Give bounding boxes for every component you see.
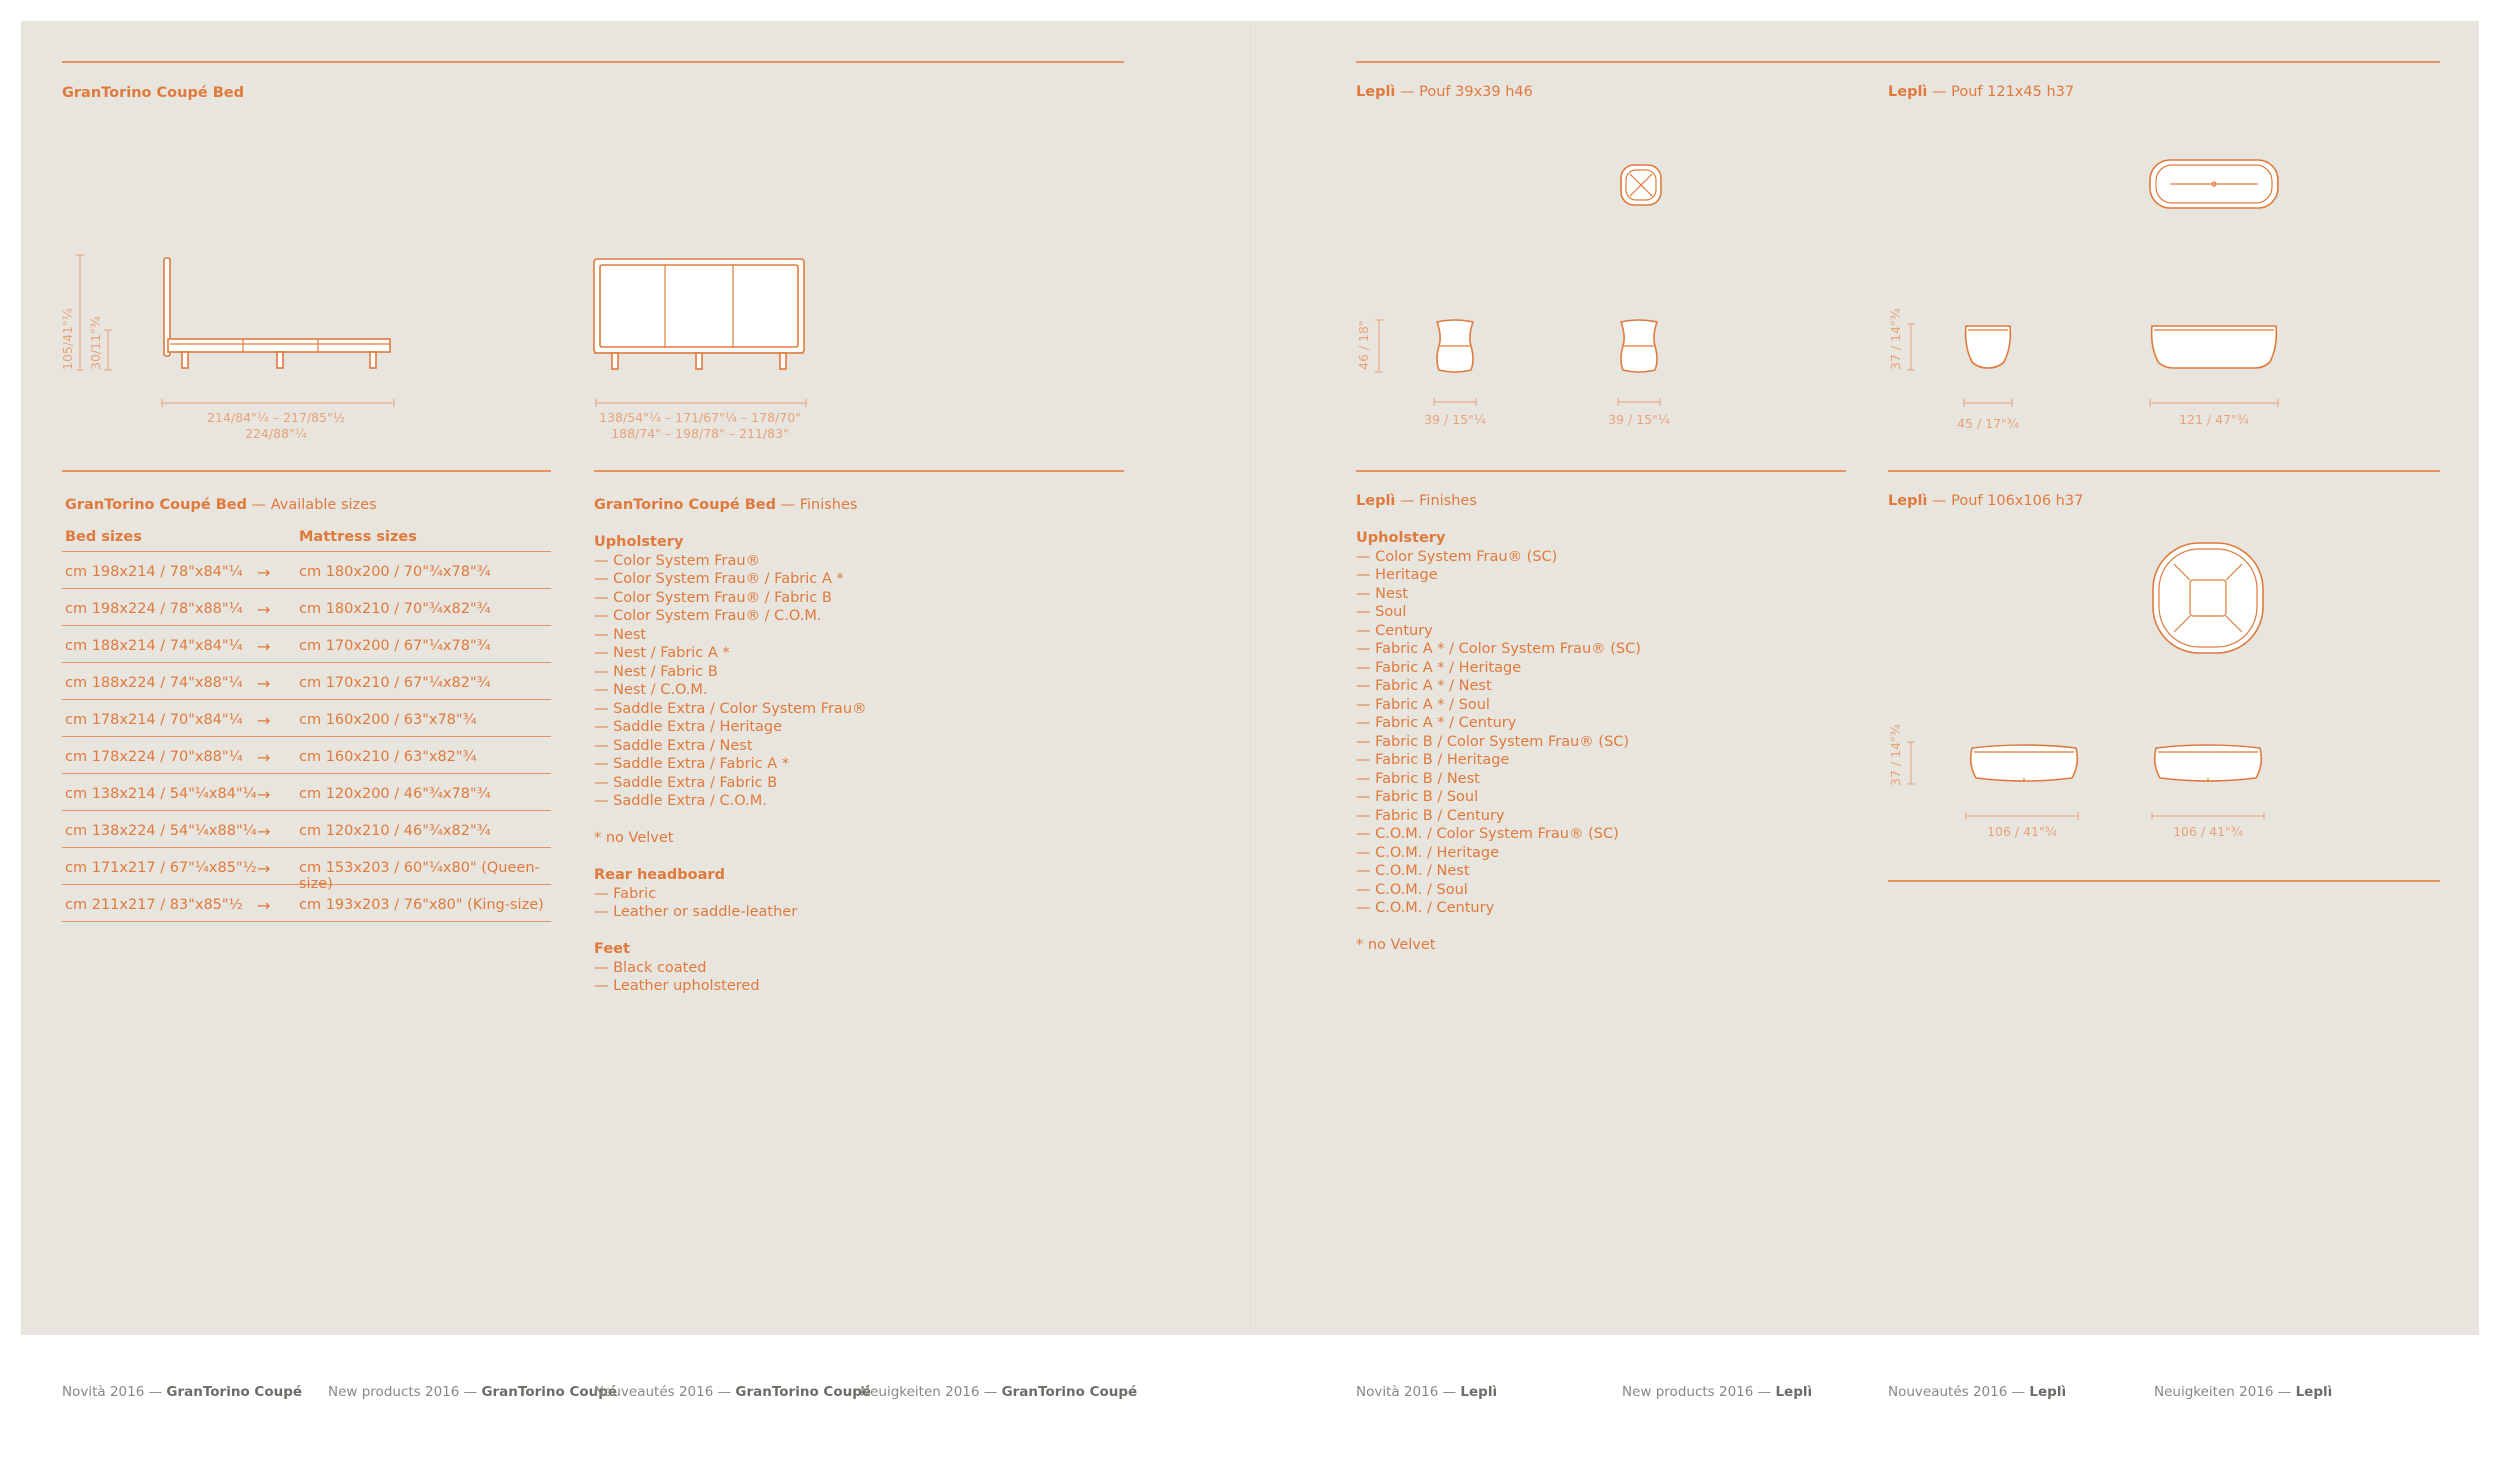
list-item: — Nest: [1356, 585, 1409, 602]
pouf1-width-dim-b: 39 / 15"¼: [1608, 412, 1670, 427]
list-item: — Fabric B / Century: [1356, 807, 1505, 824]
feet-label: Feet: [594, 941, 630, 957]
bed-side-drawing: [60, 250, 400, 380]
list-item: — Soul: [1356, 604, 1407, 620]
list-item: — Nest / C.O.M.: [594, 682, 708, 698]
list-item: — Saddle Extra / Nest: [594, 737, 753, 754]
bed-length-dimline: [160, 398, 396, 408]
bed-width-dim-2: 188/74" – 198/78" – 211/83": [611, 426, 789, 441]
table-row: cm 138x214 / 54"¼x84"¼ → cm 120x200 / 46"¾x78"¾: [62, 774, 551, 811]
mattress-sizes-header: Mattress sizes: [299, 529, 417, 545]
arrow-icon: →: [257, 711, 271, 730]
list-item: — Century: [1356, 622, 1433, 639]
list-item: — Fabric A * / Century: [1356, 715, 1517, 731]
bed-length-dim: 214/84"¼ – 217/85"½: [207, 410, 345, 425]
pouf3-width-dim-b: 106 / 41"¾: [2173, 824, 2243, 839]
arrow-icon: →: [257, 859, 271, 878]
bed-width-dim: 138/54"¼ – 171/67"¼ – 178/70": [599, 410, 801, 425]
bed-width-dimline: [594, 398, 808, 408]
list-item: — Fabric: [594, 885, 657, 902]
footer-left-en: New products 2016 — GranTorino Coupé: [328, 1384, 618, 1400]
bed-front-drawing: [592, 255, 808, 375]
list-item: — Leather or saddle-leather: [594, 904, 798, 920]
pouf1-side-drawing-a: [1432, 318, 1478, 374]
list-item: — C.O.M. / Soul: [1356, 881, 1468, 898]
list-item: — Color System Frau®: [594, 552, 761, 569]
pouf3-width-dimline-b: [2150, 811, 2266, 821]
list-item: — Fabric A * / Heritage: [1356, 659, 1522, 676]
table-row: cm 188x224 / 74"x88"¼ → cm 170x210 / 67"¼x82"¾: [62, 663, 551, 700]
lepli-finishes-list: [1356, 529, 1641, 955]
pouf2-heading: Leplì — Pouf 121x45 h37: [1888, 84, 2075, 100]
velvet-note: * no Velvet: [1356, 937, 1436, 953]
pouf3-width-dim-a: 106 / 41"¾: [1987, 824, 2057, 839]
table-row: cm 178x214 / 70"x84"¼ → cm 160x200 / 63"x78"¾: [62, 700, 551, 737]
pouf1-width-dim-a: 39 / 15"¼: [1424, 412, 1486, 427]
footer-left-fr: Nouveautés 2016 — GranTorino Coupé: [594, 1384, 872, 1400]
pouf1-height-dimline: [1374, 318, 1384, 374]
table-row: cm 198x214 / 78"x84"¼ → cm 180x200 / 70"¾x78"¾: [62, 552, 551, 589]
table-row: cm 188x214 / 74"x84"¼ → cm 170x200 / 67"¼x78"¾: [62, 626, 551, 663]
table-row: cm 171x217 / 67"¼x85"½ → cm 153x203 / 60"¼x80" (Queen-size): [62, 848, 551, 885]
footer-left-de: Neuigkeiten 2016 — GranTorino Coupé: [860, 1384, 1138, 1400]
list-item: — Fabric B / Soul: [1356, 789, 1479, 805]
pouf1-width-dimline-a: [1432, 397, 1478, 407]
list-item: — C.O.M. / Heritage: [1356, 844, 1500, 861]
footer-right-en: New products 2016 — Leplì: [1622, 1384, 1813, 1400]
top-rule-right: [1356, 61, 2440, 63]
pouf2-top-drawing: [2148, 158, 2280, 210]
pouf2-height-dim: 37 / 14"¾: [1888, 308, 1903, 370]
list-item: — Color System Frau® / C.O.M.: [594, 608, 822, 624]
list-item: — Saddle Extra / Fabric B: [594, 774, 778, 791]
pouf2-width-dim-b: 121 / 47"¾: [2179, 412, 2249, 427]
upholstery-label: Upholstery: [1356, 530, 1446, 546]
bed-finishes-heading: GranTorino Coupé Bed — Finishes: [594, 497, 858, 513]
list-item: — Fabric B / Nest: [1356, 770, 1480, 787]
lepli-finishes-heading: Leplì — Finishes: [1356, 493, 1477, 509]
bed-height-frame-dim: 30/11"¾: [88, 316, 103, 370]
pouf2-width-dimline-b: [2148, 398, 2280, 408]
bed-length-dim-2: 224/88"¼: [245, 426, 307, 441]
pouf2-side-drawing-a: [1962, 322, 2014, 372]
arrow-icon: →: [257, 563, 271, 582]
pouf3-height-dimline: [1906, 740, 1916, 786]
velvet-note: * no Velvet: [594, 830, 674, 846]
footer-right-de: Neuigkeiten 2016 — Leplì: [2154, 1384, 2333, 1400]
table-row: cm 138x224 / 54"¼x88"¼ → cm 120x210 / 46"¾x82"¾: [62, 811, 551, 848]
bed-sizes-header: Bed sizes: [65, 529, 142, 545]
bed-title: GranTorino Coupé Bed: [62, 85, 244, 101]
list-item: — Fabric A * / Nest: [1356, 678, 1492, 694]
arrow-icon: →: [257, 637, 271, 656]
footer-left-it: Novità 2016 — GranTorino Coupé: [62, 1384, 303, 1400]
upholstery-label: Upholstery: [594, 534, 684, 550]
list-item: — Color System Frau® / Fabric A *: [594, 571, 844, 587]
pouf3-heading: Leplì — Pouf 106x106 h37: [1888, 493, 2084, 509]
pouf1-top-drawing: [1618, 162, 1664, 208]
pouf3-side-drawing-b: [2152, 742, 2264, 786]
pouf1-side-drawing-b: [1616, 318, 1662, 374]
list-item: — Fabric B / Heritage: [1356, 752, 1510, 768]
list-item: — Heritage: [1356, 567, 1438, 583]
arrow-icon: →: [257, 822, 271, 841]
arrow-icon: →: [257, 748, 271, 767]
pouf3-top-drawing: [2150, 540, 2266, 656]
list-item: — Leather upholstered: [594, 978, 760, 994]
list-item: — Saddle Extra / Color System Frau®: [594, 700, 867, 717]
arrow-icon: →: [257, 896, 271, 915]
lepli-finishes-rule: [1356, 470, 1846, 472]
pouf3-width-dimline-a: [1964, 811, 2080, 821]
pouf1-width-dimline-b: [1616, 397, 1662, 407]
list-item: — C.O.M. / Century: [1356, 900, 1495, 916]
list-item: — C.O.M. / Nest: [1356, 863, 1470, 879]
arrow-icon: →: [257, 785, 271, 804]
list-item: — Saddle Extra / Heritage: [594, 719, 783, 735]
list-item: — Black coated: [594, 959, 707, 976]
sizes-table: [62, 527, 551, 922]
top-rule-left: [62, 61, 1124, 63]
list-item: — C.O.M. / Color System Frau® (SC): [1356, 826, 1619, 842]
pouf3-rule: [1888, 470, 2440, 472]
pouf2-width-dim-a: 45 / 17"¾: [1957, 416, 2019, 431]
pouf1-heading: Leplì — Pouf 39x39 h46: [1356, 84, 1533, 100]
rear-headboard-label: Rear headboard: [594, 867, 725, 883]
table-row: cm 178x224 / 70"x88"¼ → cm 160x210 / 63"x82"¾: [62, 737, 551, 774]
table-row: cm 198x224 / 78"x88"¼ → cm 180x210 / 70"¾x82"¾: [62, 589, 551, 626]
bed-finishes-rule: [594, 470, 1124, 472]
arrow-icon: →: [257, 674, 271, 693]
list-item: — Nest / Fabric A *: [594, 645, 730, 661]
list-item: — Fabric A * / Soul: [1356, 696, 1490, 713]
bed-finishes-list: [594, 533, 867, 996]
pouf2-height-dimline: [1906, 322, 1916, 372]
list-item: — Nest: [594, 626, 647, 643]
list-item: — Saddle Extra / C.O.M.: [594, 793, 767, 809]
footer-right-it: Novità 2016 — Leplì: [1356, 1384, 1498, 1400]
list-item: — Color System Frau® / Fabric B: [594, 589, 832, 606]
footer-right-fr: Nouveautés 2016 — Leplì: [1888, 1384, 2067, 1400]
bed-height-total-dim: 105/41"¼: [60, 308, 75, 370]
pouf3-height-dim: 37 / 14"¾: [1888, 724, 1903, 786]
pouf3-side-drawing-a: [1968, 742, 2080, 786]
pouf2-side-drawing-b: [2148, 322, 2280, 372]
pouf2-width-dimline-a: [1962, 398, 2014, 408]
table-row: cm 211x217 / 83"x85"½ → cm 193x203 / 76"x80" (King-size): [62, 885, 551, 922]
list-item: — Nest / Fabric B: [594, 663, 718, 680]
list-item: — Saddle Extra / Fabric A *: [594, 756, 789, 772]
page-gutter: [1250, 21, 1251, 1335]
arrow-icon: →: [257, 600, 271, 619]
sizes-rule: [62, 470, 551, 472]
list-item: — Color System Frau® (SC): [1356, 548, 1558, 565]
list-item: — Fabric B / Color System Frau® (SC): [1356, 733, 1630, 750]
sizes-heading: GranTorino Coupé Bed — Available sizes: [65, 497, 377, 513]
pouf3-bottom-rule: [1888, 880, 2440, 882]
list-item: — Fabric A * / Color System Frau® (SC): [1356, 641, 1641, 657]
pouf1-height-dim: 46 / 18": [1356, 320, 1371, 370]
sizes-table-header: [62, 527, 551, 552]
